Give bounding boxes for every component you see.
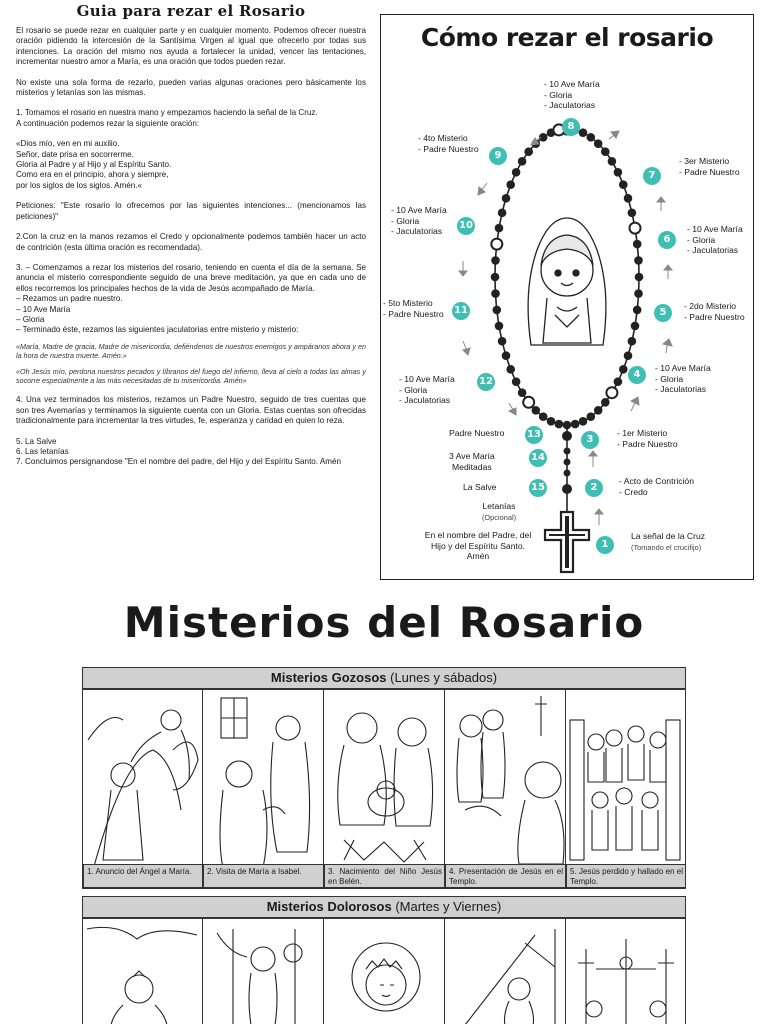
bead-icon <box>635 290 643 298</box>
step-2-badge: 2 <box>585 479 603 497</box>
guide-step-7: 7. Concluimos persignandose "En el nombre del padre, del Hijo y del Espíritu Santo. Amén <box>16 457 342 467</box>
step-8-badge: 8 <box>562 118 580 136</box>
bead-icon <box>507 181 515 189</box>
step-3-label: - 1er Misterio - Padre Nuestro <box>617 428 678 449</box>
guide-step-1: 1. Tomamos el rosario en nuestra mano y empezamos haciendo la señal de la Cruz. <box>16 108 318 118</box>
mystery-caption: 1. Anuncio del Ángel a María. <box>83 864 203 888</box>
bead-icon <box>492 257 500 265</box>
bead-icon <box>495 224 503 232</box>
bead-icon <box>628 337 636 345</box>
step-5-badge: 5 <box>654 304 672 322</box>
guide-list-item: – 10 Ave María <box>16 304 71 314</box>
bead-icon <box>571 420 579 428</box>
bead-icon <box>547 418 555 426</box>
mystery-image-crucifixion <box>565 918 686 1024</box>
guide-step-5: 5. La Salve <box>16 436 57 446</box>
step-11-badge: 11 <box>452 302 470 320</box>
step-12-badge: 12 <box>477 373 495 391</box>
step-6-label: - 10 Ave María - Gloria - Jaculatorias <box>687 224 743 256</box>
step-7-badge: 7 <box>643 167 661 185</box>
bead-icon <box>635 257 643 265</box>
step-9-badge: 9 <box>489 147 507 165</box>
bead-icon <box>606 387 617 398</box>
gozosos-header <box>82 667 686 689</box>
step-8-label: - 10 Ave María - Gloria - Jaculatorias <box>544 79 600 111</box>
step-3-badge: 3 <box>581 431 599 449</box>
bead-icon <box>631 322 639 330</box>
step-7-label: - 3er Misterio - Padre Nuestro <box>679 156 740 177</box>
bead-icon <box>562 431 572 441</box>
mystery-caption: 4. Presentación de Jesús en el Templo. <box>445 864 566 888</box>
step-14-label: 3 Ave María Meditadas <box>449 451 495 472</box>
bead-icon <box>630 223 641 234</box>
mystery-image-carrying-cross <box>444 918 566 1024</box>
bead-icon <box>620 366 628 374</box>
mystery-image-finding-in-temple <box>565 689 686 889</box>
jaculatoria: «María, Madre de gracia, Madre de misericordia, defiéndenos de nuestros enemigos y ampáranos ahora y en la hora de nuestra muerte. Amén.» <box>16 341 366 361</box>
mystery-caption: 3. Nacimiento del Niño Jesús en Belén. <box>324 864 445 888</box>
bead-icon <box>624 352 632 360</box>
bead-icon <box>502 195 510 203</box>
bead-icon <box>633 240 641 248</box>
guide-list-item: – Terminado éste, rezamos las siguientes jaculatorias entre misterio y misterio: <box>16 325 299 335</box>
mystery-image-annunciation <box>82 689 203 889</box>
step-12-label: - 10 Ave María - Gloria - Jaculatorias <box>399 374 455 406</box>
bead-icon <box>602 148 610 156</box>
mysteries-title: Misterios del Rosario <box>123 598 645 647</box>
prayer-line: Gloria al Padre y al Hijo y al Espíritu Santo. <box>16 160 172 170</box>
bead-icon <box>587 413 595 421</box>
mystery-image-presentation <box>444 689 566 889</box>
letanias-label: Letanías (Opcional) <box>481 501 517 522</box>
step-13-badge: 13 <box>525 426 543 444</box>
prayer-line: Señor, date prisa en socorrerme. <box>16 149 134 159</box>
bead-icon <box>495 322 503 330</box>
bead-icon <box>518 389 526 397</box>
bead-icon <box>608 158 616 166</box>
bead-icon <box>564 448 571 455</box>
bead-icon <box>594 407 602 415</box>
guide-list-item: – Gloria <box>16 314 45 324</box>
bead-icon <box>594 140 602 148</box>
bead-icon <box>518 158 526 166</box>
bead-icon <box>532 407 540 415</box>
bead-icon <box>579 129 587 137</box>
dolorosos-days: (Martes y Viernes) <box>395 899 502 914</box>
mystery-image-visitation <box>202 689 324 889</box>
bead-icon <box>512 378 520 386</box>
bead-icon <box>562 484 572 494</box>
prayer-line: Como era en el principio, ahora y siempre, <box>16 170 169 180</box>
bead-icon <box>614 169 622 177</box>
bead-icon <box>635 273 643 281</box>
step-2-label: - Acto de Contrición - Credo <box>619 476 694 497</box>
guide-step-2: 2.Con la cruz en la manos rezamos el Credo y opcionalmente podemos también hacer un acto de contrición (esta última oración es recomendada). <box>16 232 366 252</box>
bead-icon <box>502 352 510 360</box>
guide-title: Guia para rezar el Rosario <box>76 2 306 20</box>
mystery-image-crowning-thorns <box>323 918 445 1024</box>
bead-icon <box>498 209 506 217</box>
virgin-mary-icon <box>528 218 606 345</box>
bead-icon <box>628 209 636 217</box>
mystery-image-scourging <box>202 918 324 1024</box>
gozosos-name: Misterios Gozosos <box>270 670 387 685</box>
bead-icon <box>624 195 632 203</box>
guide-list-item: – Rezamos un padre nuestro. <box>16 294 123 304</box>
guide-step-6: 6. Las letanías <box>16 447 69 456</box>
mystery-caption: 5. Jesús perdido y hallado en el Templo. <box>566 864 686 888</box>
step-15-label: La Salve <box>463 482 497 492</box>
bead-icon <box>539 413 547 421</box>
step-15-badge: 15 <box>529 479 547 497</box>
step-11-label: - 5to Misterio - Padre Nuestro <box>383 298 444 319</box>
jaculatoria: «Oh Jesús mío, perdona nuestros pecados y líbranos del fuego del infierno, lleva al cielo a todas las almas y socorre especialmente a las más necesitadas de tu misericordia. Amén» <box>16 366 366 385</box>
bead-icon <box>614 378 622 386</box>
gozosos-days: (Lunes y sábados) <box>390 670 498 685</box>
bead-icon <box>523 397 534 408</box>
crucifix-icon <box>545 512 589 572</box>
step-4-badge: 4 <box>628 366 646 384</box>
step-4-label: - 10 Ave María - Gloria - Jaculatorias <box>655 363 711 395</box>
guide-paragraph: El rosario se puede rezar en cualquier parte y en cualquier momento. Podemos ofrecer nuestra oración pidiendo la intercesión de la Santísima Virgen al igual que ofrecerlo por todas sus intenciones. La oración del mismo nos ayuda a fortalecer la unidad, vencer las tentaciones, incrementar nuestro amor a María, es una oración que todos pueden rezar. <box>16 26 366 67</box>
mystery-image-nativity <box>323 689 445 889</box>
rosary-diagram-panel <box>380 14 754 580</box>
dolorosos-header <box>82 896 686 918</box>
step-14-badge: 14 <box>529 449 547 467</box>
dolorosos-name: Misterios Dolorosos <box>266 899 392 914</box>
bead-icon <box>633 306 641 314</box>
rosary-diagram-title: Cómo rezar el rosario <box>420 23 714 52</box>
bead-icon <box>564 470 571 477</box>
closing-label: En el nombre del Padre, del Hijo y del Espíritu Santo. Amén <box>424 530 532 562</box>
bead-icon <box>491 273 499 281</box>
bead-icon <box>539 134 547 142</box>
step-10-label: - 10 Ave María - Gloria - Jaculatorias <box>391 205 447 237</box>
mystery-image-agony-garden <box>82 918 203 1024</box>
step-1-badge: 1 <box>596 536 614 554</box>
prayer-line: «Dios mío, ven en mi auxilio. <box>16 139 120 149</box>
step-6-badge: 6 <box>658 231 676 249</box>
bead-icon <box>532 140 540 148</box>
guide-step-1-intro: A continuación podemos rezar la siguiente oración: <box>16 118 200 128</box>
rosary-guide <box>16 2 366 468</box>
step-10-badge: 10 <box>457 217 475 235</box>
bead-icon <box>602 399 610 407</box>
bead-icon <box>564 459 571 466</box>
step-5-label: - 2do Misterio - Padre Nuestro <box>684 301 745 322</box>
bead-icon <box>492 290 500 298</box>
prayer-line: por los siglos de los siglos. Amén.« <box>16 180 142 190</box>
bead-icon <box>491 239 502 250</box>
bead-icon <box>587 134 595 142</box>
bead-icon <box>555 420 563 428</box>
guide-paragraph: No existe una sola forma de rezarlo, pueden varias algunas oraciones pero básicamente los misterios y letanías son las mismas. <box>16 77 366 98</box>
petitions: Peticiones: "Este rosario lo ofrecemos por las siguientes intenciones... (mencionamos las peticiones)" <box>16 201 366 221</box>
step-1-label: La señal de la Cruz (Tomando el crucifijo) <box>631 531 706 552</box>
bead-icon <box>512 169 520 177</box>
bead-icon <box>579 418 587 426</box>
guide-step-4: 4. Una vez terminados los misterios, rezamos un Padre Nuestro, seguido de tres cuentas que son tres Avemarías y terminamos la siguiente cuenta con un Gloria. Estas cuentas son ofrecidas tradicionalmente para incrementar la tres virtudes, fe, esperanza y caridad en quien lo reza. <box>16 395 366 426</box>
step-9-label: - 4to Misterio - Padre Nuestro <box>418 133 479 154</box>
bead-icon <box>620 181 628 189</box>
bead-icon <box>525 148 533 156</box>
guide-step-3: 3. – Comenzamos a rezar los misterios del rosario, teniendo en cuenta el día de la semana. Se anuncia el misterio correspondiente seguido de una breve meditación, ya que en cada uno de ellos recorremos los principales hechos de la vida de Jesús acompañado de María. <box>16 262 366 293</box>
bead-icon <box>493 306 501 314</box>
bead-icon <box>507 366 515 374</box>
step-13-label: Padre Nuestro <box>449 428 505 438</box>
bead-icon <box>498 337 506 345</box>
mystery-caption: 2. Visita de María a Isabel. <box>203 864 324 888</box>
